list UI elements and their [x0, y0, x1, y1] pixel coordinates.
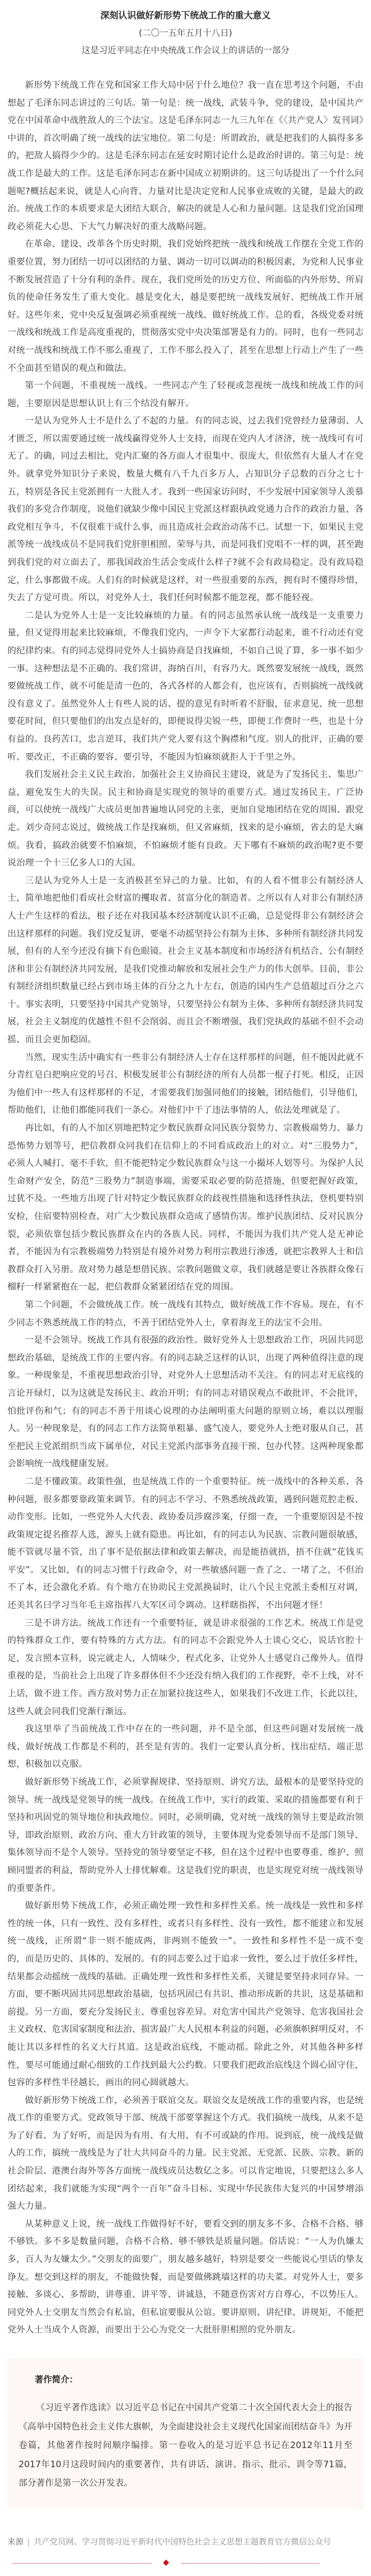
paragraph: 我这里举了当前统战工作中存在的一些问题，并不是全部，但这些问题对发展统一战线、做好统战工作都是不利的，甚至是有害的。我们一定要认真分析、找出症结、端正思想，积极加以克服。 — [7, 1724, 364, 1770]
paragraph: 新形势下统战工作在党和国家工作大局中居于什么地位？我一直在思考这个问题，不由想起了毛泽东同志讲过的三句话。第一句是：统一战线，武装斗争，党的建设，是中国共产党在中国革命中战胜敌人的三个法宝。这是毛泽东同志一九三九年在《〈共产党人〉发刊词》中讲的，首次明确了统一战线的法宝地位。第二句是：所谓政治，就是把我们的人搞得多多的，把敌人搞得少少的。这是毛泽东同志在延安时期讨论什么是政治时讲的。第三句是：统战工作是最大的工作。这是毛泽东同志在新中国成立初期讲的。这三句话提出了一个什么问题呢?概括起来说，就是人心向背、力量对比是决定党和人民事业成败的关键，是最大的政治。统战工作的本质要求是大团结大联合，解决的就是人心和力量问题。这是我们党治国理政必须花大心思、下大气力解决好的重大战略问题。 — [7, 80, 364, 232]
paragraph: 当然，现实生活中确实有一些非公有制经济人士存在这样那样的问题，但不能因此就不分青红皂白把响应党的号召、积极发展非公有制经济的所有人员都一棍子打死。相反，正因为他们中一些人有这样那样的不足，才需要我们加强同他们的接触，团结他们，引导他们，帮助他们，让他们都能同我们一条心。对他们中干了违法事情的人，依法处理就是了。 — [7, 1052, 364, 1116]
paragraph: 一是不会领导。统战工作具有很强的政治性。做好党外人士思想政治工作，巩固共同思想政治基础，是统战工作的主要内容。有的同志缺乏这样的认识，出现了两种值得注意的现象。一种现象是，不重视思想政治引导，对党外人士思想活动不关注。有的同志对无底线的言论开绿灯，以为这就是发扬民主、政治开明；有的同志对错误观点不敢批评、不会批评，怕批评伤和气；有的同志不善于用谈心说理的办法阐明重大问题的原则立场，难以以理服人。另一种现象是，有的同志工作方法简单粗暴、盛气凌人，要党外人士绝对服从自己，甚至把民主党派组织当成下属单位，对民主党派内部事务直接干预、包办代替。这两种现象都会影响统一战线健康发展。 — [7, 1335, 364, 1469]
paragraph: 第一个问题，不重视统一战线。一些同志产生了轻视或忽视统一战线和统战工作的问题，主要原因是思想认识上有三个结没有解开。 — [7, 381, 364, 409]
divider-line-left — [12, 2563, 151, 2564]
paragraph: 一是认为党外人士不是什么了不起的力量。有的同志说，过去我们党曾经力量薄弱、人才匮乏，所以需要通过统一战线赢得党外人士支持，而现在党内人才济济，统一战线可有可无了。的确，同过去相比，党内汇聚的各方面人才很集中、很庞大，但依然有大量人才在党外。就拿党外知识分子来说，数量大概有八千九百多万人，占知识分子总数的百分之七十五，特别是各民主党派拥有一大批人才。我到一些国家访问时，不少发展中国家领导人羡慕我们的多党合作制度，说他们就缺少像中国民主党派这样跟执政党通力合作的政治力量，各政党相互争斗，不仅很难干成什么事，而且造成社会政治动荡不已。试想一下，如果民主党派等统一战线成员不是同我们党肝胆相照、荣辱与共，而是同我们党唱不一样的调，甚至跑到我们党的对立面去了，那我国政治生活会变成什么样子?就不会有政局稳定。没有政局稳定，什么事都做不成。人们有的时候就是这样，对一些很重要的东西，拥有时不懂得珍惜，失去了方觉可贵。所以，对党外人士，我们任何时候都不能忽视，都不能轻视。 — [7, 416, 364, 603]
bottom-padding — [7, 2570, 364, 2576]
article-title: 深刻认识做好新形势下统战工作的重大意义 — [100, 11, 271, 21]
footer-divider — [7, 2557, 364, 2570]
header-spacer — [7, 59, 364, 77]
paragraph: 做好新形势下统战工作，必须掌握规律、坚持原则、讲究方法，最根本的是要坚持党的领导。统一战线是党领导的统一战线。在统战工作中，实行的政策、采取的措施都要有利于坚持和巩固党的领导地位和执政地位。同时，必须明确，党对统一战线的领导主要是政治领导，即政治原则、政治方向、重大方针政策的领导，主要体现为党委领导而不是部门领导、集体领导而不是个人领导。坚持党的领导要坚定不移，但在这个过程中也要尊重、维护、照顾同盟者的利益，帮助党外人士排忧解难。这是我们党的职责，也是实现党对统一战线领导的重要条件。 — [7, 1777, 364, 1894]
divider-line-right — [182, 2563, 319, 2564]
paragraph: 做好新形势下统战工作，必须善于联谊交友。联谊交友是统战工作的重要内容，也是统战工作的重要方式。党政领导干部、统战干部要掌握这个方式。我们搞统一战线，从来不是为了好看、为了好听，而是因为有用、有大用、有不可或缺的作用。说到底，统一战线是做人的工作，搞统一战线是为了壮大共同奋斗的力量。民主党派、无党派、民族、宗教、新的社会阶层、港澳台海外等各方面统一战线成员达数亿之多。可以肯定地说，只要把这么多人团结起来，我们就能为实现“两个一百年”奋斗目标、实现中华民族伟大复兴的中国梦增添强大力量。 — [7, 2095, 364, 2212]
article-date: (二〇一五年五月十八日) — [139, 28, 232, 38]
paragraph: 三是不讲方法。统战工作还有一个重要特征，就是讲求很强的工作艺术。统战工作是党的特殊群众工作，要有特殊的方式方法。有的同志不会跟党外人士谈心交心，说话官腔十足，发言照本宣科，说完就走人，人情味少，程式化多，让党外人士感觉自己像外人。值得重视的是，当前社会上出现了许多群体但不少还没有纳入我们的工作视野，牵不上线，对不上话，做不进工作。西方敌对势力正在加紧拉拢这些人，如果我们不改进工作，长此以往，这些人就会同我们党渐行渐远。 — [7, 1618, 364, 1717]
paragraph: 在革命、建设、改革各个历史时期，我们党始终把统一战线和统战工作摆在全党工作的重要位置，努力团结一切可以团结的力量、调动一切可以调动的积极因素，为党和人民事业不断发展营造了十分有利的条件。现在，我们党所处的历史方位、所面临的内外形势、所肩负的使命任务发生了重大变化。越是变化大，越是要把统一战线发展好、把统战工作开展好。这些年来，党中央反复强调必须重视统一战线、做好统战工作。总的看，各级党委对统一战线和统战工作是高度重视的，贯彻落实党中央决策部署是有力的。同时，也有一些同志对统一战线和统战工作不那么重视了，工作不那么投入了，甚至在思想上行动上产生了一些不全面甚至错误的观点和做法。 — [7, 239, 364, 373]
paragraph: 二是不懂政策。政策性强，也是统战工作的一个重要特征。统一战线中的各种关系、各种问题，很多都要靠政策来调节。有的同志不学习、不熟悉统战政策，遇到问题荒腔走板、动作变形。比如，一些党外人大代表、政协委员涉腐涉案，仔细一查，一个重要原因是不按政策规定提名推荐人选，源头上就有隐患。再比如，有的同志认为民族、宗教问题很敏感，能不管就尽量不管，出了事不是依据法律和政策去解决，而是能捂就捂，捂不住就“花钱买平安”。又比如，有的同志习惯于行政命令，对一些敏感问题一查了之、一堵了之，不但治不了本，还会激化矛盾。有个地方在协助民主党派换届时，让八个民主党派主委相互对调，还美其名曰学习当年毛主席指挥八大军区司令调动。这样瞎指挥，不出问题才怪！ — [7, 1476, 364, 1611]
source-separator: | — [27, 2537, 30, 2547]
book-intro-heading: 著作简介： — [35, 2375, 78, 2385]
paragraph: 我们发展社会主义民主政治、加强社会主义协商民主建设，就是为了发扬民主、集思广益，避免发生大的失误。民主和协商是实现党的领导的重要方式。通过发扬民主、广泛协商，可以使统一战线广大成员更加普遍地认同党的主张，更加自觉地团结在党的周围、跟党走。刘少奇同志说过，做统战工作是找麻烦，但又省麻烦，找来的是小麻烦，省去的是大麻烦。我看，搞政治就要不怕麻烦，不怕麻烦才能有良政。天下哪有不麻烦的政治呢?更不要说治理一个十三亿多人口的大国。 — [7, 770, 364, 869]
book-intro-box — [7, 2358, 364, 2509]
paragraph: 三是认为党外人士是一支消极甚至异己的力量。比如，有的人看不惯非公有制经济人士，简单地把他们看成社会财富的攫取者、贫富分化的制造者。之所以有人对非公有制经济人士产生这样的看法，根子还在对我国基本经济制度认识不正确，总是觉得非公有制经济会出这样那样的问题。我们党反复讲，要毫不动摇坚持公有制为主体、多种所有制经济共同发展，但有的人至今还没有摘下有色眼镜。社会主义基本制度和市场经济有机结合、公有制经济和非公有制经济共同发展，是我们党推动解放和发展社会生产力的伟大创举。目前，非公有制经济组织数量已经占到市场主体的百分之九十左右，创造的国内生产总值超过百分之六十。事实表明，只要坚持中国共产党领导，只要坚持公有制为主体、多种所有制经济共同发展，社会主义制度的优越性不但不会削弱、而且会不断增强，我们党执政的基础不但不会动摇、而且会更加稳固。 — [7, 875, 364, 1045]
paragraph: 从某种意义上说，统一战线工作做得好不好，要看交到的朋友多不多、合格不合格、够不够铁。多不多是数量问题，合格不合格、够不够铁是质量问题。俗话说：“一人为仇嫌太多，百人为友嫌太少。”交朋友的面要广，朋友越多越好，特别是要交一些能说心里话的挚友诤友。想交到这样的朋友，不能做快餐，而是要做佛跳墙这样的功夫菜。对党外人士，要多接触、多谈心、多帮助，讲尊重、讲平等、讲诚恳，不随意伤害对方自尊心，不以势压人。同党外人士交朋友当然会有私谊，但私谊要服从公谊。要讲原则、讲纪律、讲规矩，不能把党外人士当成个人资源，而要出于公心为党交一大批肝胆相照的党外朋友。 — [7, 2219, 364, 2336]
source-label: 来源 — [7, 2537, 24, 2547]
paragraph: 再比如，有的人不加区别地把特定少数民族群众同民族分裂势力、宗教极端势力、暴力恐怖势力划等号，把信教群众同我们在信仰上的不同看成政治上的对立。对“三股势力”，必须人人喊打、毫不手软，但不能把特定少数民族群众与这一小撮坏人划等号。为保护人民生命财产安全，防范“三股势力”制造事端，需要采取必要的防范措施，但要把握好政策，过犹不及。一些地方出现了针对特定少数民族群众的歧视性措施和选择性执法，登机要特别安检，住宿要特别检查，对广大少数民族群众造成了感情伤害。维护民族团结、反对民族分裂，必须依靠包括少数民族群众在内的各族人民。同样，不能因为我们共产党人是无神论者，不能因为有宗教极端势力特别是有境外对势力利用宗教进行渗透，就把宗教界人士和信教群众打入另册。敌对势力越是想借民族、宗教问题做文章，我们就越是要让各族群众像石榴籽一样紧紧抱在一起，把信教群众紧紧团结在党的周围。 — [7, 1123, 364, 1293]
article-body — [7, 77, 364, 2339]
article-note: 这是习近平同志在中央统战工作会议上的讲话的一部分 — [82, 46, 289, 56]
source-line — [7, 2536, 364, 2549]
article-header — [7, 0, 364, 59]
book-intro-text: 《习近平著作选读》以习近平总书记在中国共产党第二十次全国代表大会上的报告《高举中国特色社会主义伟大旗帜，为全面建设社会主义现代化国家而团结奋斗》为开卷篇，其他著作按时间顺序编排。第一卷收入的是习近平总书记在2012年11月至2017年10月这段时间内的重要著作，共有讲话、演讲、指示、批示、训令等71篇，部分著作是第一次公开发表。 — [19, 2403, 352, 2488]
paragraph: 二是认为党外人士是一支比较麻烦的力量。有的同志虽然承认统一战线是一支重要力量，但又觉得用起来比较麻烦，不像我们党内，一声令下大家都行动起来，谁不行动还有党的纪律约束。有的同志觉得同党外人士搞协商是自找麻烦，不如自己说了算，多一事不如少一事。这种想法是不正确的。我们常讲，海纳百川，有容乃大。既然要发展统一战线，既然要做统战工作，就不可能是清一色的，各式各样的人都会有，也应该有，否则搞统一战线就没有意义了。虽然党外人士有些人说的话、提的意见有时听着不舒服，征求意见、统一思想要花时间，但只要他们的出发点是好的，即便说得尖锐一些，即便工作费时一些，也是十分有益的。良药苦口，忠言逆耳，我们共产党人要有这个胸襟和气度。别人的批评，正确的要听、要改正，不正确的要容、要引导，不能因为怕麻烦就拒人于千里之外。 — [7, 610, 364, 762]
paragraph: 第二个问题，不会做统战工作。统一战线有其特点，做好统战工作不容易。现在，有不少同志不熟悉统战工作的特点，不善于团结党外人士，拿着海龙王的法宝不会用。 — [7, 1299, 364, 1328]
paragraph: 做好新形势下统战工作，必须正确处理一致性和多样性关系。统一战线是一致性和多样性的统一体，只有一致性、没有多样性，或者只有多样性、没有一致性，都不能建立和发展统一战线，正所谓“非一则不能成两，非两则不能致一”。一致性和多样性不是一成不变的，而是历史的、具体的、发展的。有的同志要么过于追求一致性，要么过于放任多样性，结果都会动摇统一战线的基础。正确处理一致性和多样性关系，关键是要坚持求同存异。一方面，要不断巩固共同思想政治基础，包括巩固已有共识、推动形成新的共识，这是基础和前提。另一方面，要充分发扬民主、尊重包容差异。对危害中国共产党领导、危害我国社会主义政权、危害国家制度和法治、损害最广大人民根本利益的问题，必须旗帜鲜明反对，不能让其以多样性的名义大行其道。这是政治底线，不能动摇。除此之外，对其他各种多样性，要尽可能通过耐心细致的工作找到最大公约数。只要我们把政治底线这个圆心固守住，包容的多样性半径越长，画出的同心圆就越大。 — [7, 1901, 364, 2088]
source-text: 共产党员网、学习贯彻习近平新时代中国特色社会主义思想主题教育官方微信公众号 — [33, 2537, 331, 2547]
diamond-icon — [163, 2559, 169, 2565]
